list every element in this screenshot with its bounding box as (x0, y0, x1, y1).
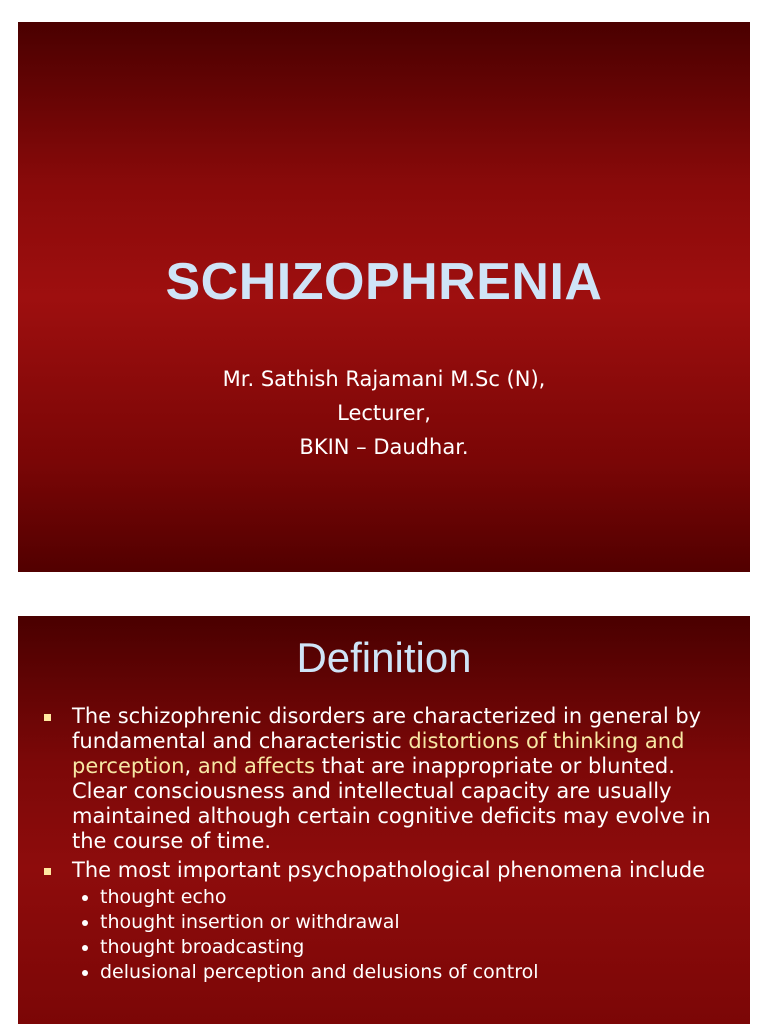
square-bullet-icon (44, 714, 51, 721)
dot-bullet-icon (82, 895, 88, 901)
definition-title: Definition (296, 634, 472, 681)
bullet-text: The most important psychopathological phenomena include (72, 858, 706, 882)
sub-bullet-item (76, 910, 726, 935)
author-name: Mr. Sathish Rajamani M.Sc (N), (222, 367, 546, 391)
square-bullet-icon (44, 868, 51, 875)
bullet-item-phenomena (44, 858, 726, 985)
sub-bullet-item (76, 960, 726, 985)
sub-bullet-text: thought broadcasting (100, 936, 305, 958)
dot-bullet-icon (82, 945, 88, 951)
author-institution: BKIN – Daudhar. (299, 435, 469, 459)
sub-bullet-item (76, 885, 726, 910)
bullet-text: The schizophrenic disorders are characterized in general by fundamental and characteristic (72, 704, 702, 753)
slide-title: SCHIZOPHRENIA (165, 253, 603, 311)
author-block (18, 362, 750, 464)
sub-bullet-text: delusional perception and delusions of control (100, 961, 539, 983)
bullet-text: , (184, 754, 198, 778)
title-slide (18, 22, 750, 572)
definition-slide (18, 616, 750, 1024)
sub-bullet-list (76, 885, 726, 985)
sub-bullet-item (76, 935, 726, 960)
bullet-list (44, 704, 726, 989)
bullet-text: that are inappropriate or blunted. Clear consciousness and intellectual capacity are usually maintained although certain cognitive deficits may evolve in the course of time. (72, 754, 711, 853)
sub-bullet-text: thought insertion or withdrawal (100, 911, 400, 933)
sub-bullet-text: thought echo (100, 886, 227, 908)
bullet-item-definition (44, 704, 726, 854)
dot-bullet-icon (82, 970, 88, 976)
highlight-text: and affects (197, 754, 315, 778)
author-role: Lecturer, (337, 401, 431, 425)
dot-bullet-icon (82, 920, 88, 926)
highlight-text: distortions of thinking and perception (72, 729, 685, 778)
